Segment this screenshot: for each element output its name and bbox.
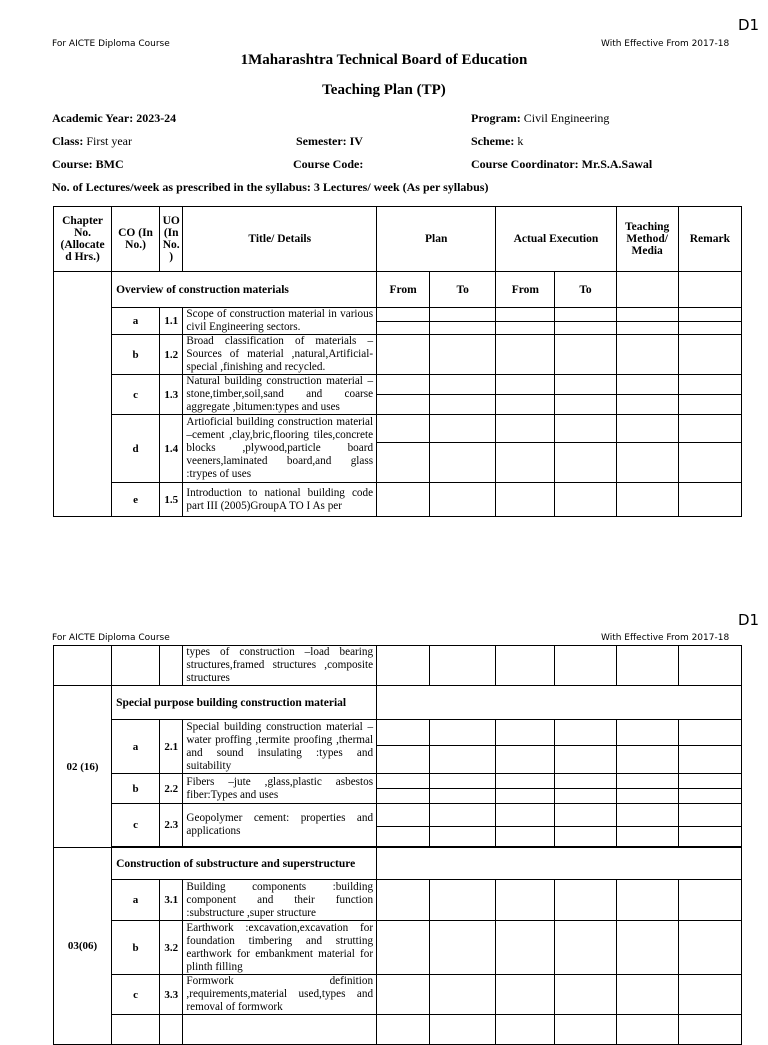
table-row: [54, 975, 742, 1015]
table-row: [54, 646, 742, 686]
table-row: [54, 415, 742, 443]
course-code: [293, 157, 363, 172]
section-row: [54, 848, 742, 880]
detail-cell: Earthwork :excavation,excavation for foundation timbering and strutting earthwork for embankment material for plinth filling: [183, 921, 377, 975]
detail-cell: Special building construction material –water proffing ,termite proofing ,thermal and sound insulating :types and suitability: [183, 720, 377, 774]
course-value: BMC: [95, 157, 124, 171]
detail-cell: Natural building construction material –stone,timber,soil,sand and coarse aggregate ,bitumen:types and uses: [183, 375, 377, 415]
table-row: [54, 1015, 742, 1045]
header-co: CO (In No.): [112, 207, 160, 272]
header-remark: Remark: [678, 207, 741, 272]
course-label: Course:: [52, 157, 93, 171]
detail-cell: Geopolymer cement: properties and applications: [183, 804, 377, 847]
coordinator-label: Course Coordinator:: [471, 157, 579, 171]
class-value: First year: [86, 134, 132, 148]
course: [52, 157, 124, 172]
course-code-label: Course Code:: [293, 157, 364, 171]
header-row: [54, 207, 742, 272]
detail-cell: Broad classification of materials – Sources of material ,natural,Artificial-special ,finishing and recycled.: [183, 335, 377, 375]
co-cell: e: [112, 483, 160, 517]
uo-cell: 2.3: [159, 804, 182, 847]
remark-cell: [678, 272, 741, 308]
table-row: [54, 375, 742, 395]
section-title: Special purpose building construction material: [112, 686, 377, 720]
coordinator: [471, 157, 652, 172]
table-row: [54, 921, 742, 975]
uo-cell: 1.3: [159, 375, 182, 415]
header-title: Title/ Details: [183, 207, 377, 272]
detail-cell: Scope of construction material in various civil Engineering sectors.: [183, 308, 377, 335]
actual-to: To: [555, 272, 616, 308]
chapter-cell: [54, 272, 112, 517]
program-value: Civil Engineering: [523, 111, 610, 125]
uo-cell: 1.1: [159, 308, 182, 335]
co-cell: c: [112, 375, 160, 415]
chapter-cell: 03(06): [54, 848, 112, 1045]
table-row: [54, 483, 742, 500]
teaching-cell: [616, 272, 678, 308]
co-cell: d: [112, 415, 160, 483]
academic-year-label: Academic Year:: [52, 111, 134, 125]
co-cell: a: [112, 720, 160, 774]
section-title: Overview of construction materials: [112, 272, 377, 308]
class-label: Class:: [52, 134, 84, 148]
co-cell: b: [112, 335, 160, 375]
co-cell: a: [112, 880, 160, 921]
lectures-value: 3 Lectures/ week (As per syllabus): [313, 180, 489, 194]
header-actual: Actual Execution: [496, 207, 616, 272]
uo-cell: 1.2: [159, 335, 182, 375]
academic-year: [52, 111, 176, 126]
scheme-value: k: [517, 134, 524, 148]
page-tag: D1: [738, 16, 760, 34]
co-cell: c: [112, 804, 160, 847]
program: [471, 111, 609, 126]
uo-cell: 1.5: [159, 483, 182, 517]
page-tag: D1: [738, 611, 760, 629]
chapter-cell: 02 (16): [54, 686, 112, 848]
semester-label: Semester:: [296, 134, 347, 148]
detail-cell: Formwork definition ,requirements,material used,types and removal of formwork: [183, 975, 377, 1015]
detail-cell: Artioficial building construction material –cement ,clay,bric,flooring tiles,concrete blocks ,plywood,particle board veeners,laminated board,and glass :trypes of uses: [183, 415, 377, 483]
header-chapter: Chapter No. (Allocate d Hrs.): [54, 207, 112, 272]
uo-cell: 3.1: [159, 880, 182, 921]
detail-cell: Introduction to national building code part III (2005)GroupA TO I As per: [183, 483, 377, 517]
teaching-plan-table-continued: [53, 645, 742, 1045]
left-note: For AICTE Diploma Course: [52, 39, 170, 49]
actual-from: From: [496, 272, 555, 308]
co-cell: c: [112, 975, 160, 1015]
table-row: [54, 804, 742, 827]
right-note: With Effective From 2017-18: [601, 39, 730, 49]
plan-from: From: [377, 272, 430, 308]
uo-cell: 2.1: [159, 720, 182, 774]
semester: [296, 134, 363, 149]
scheme-label: Scheme:: [471, 134, 515, 148]
co-cell: b: [112, 921, 160, 975]
detail-cell: Building components :building component and their function :substructure ,super structure: [183, 880, 377, 921]
uo-cell: 3.3: [159, 975, 182, 1015]
header-uo: UO (In No. ): [159, 207, 182, 272]
table-row: [54, 308, 742, 322]
class: [52, 134, 132, 149]
header-teaching-method: Teaching Method/ Media: [616, 207, 678, 272]
scheme: [471, 134, 523, 149]
board-title: 1Maharashtra Technical Board of Education: [240, 52, 528, 68]
co-cell: b: [112, 774, 160, 804]
section-title: Construction of substructure and superstructure: [112, 848, 377, 880]
co-cell: a: [112, 308, 160, 335]
lectures-per-week: [52, 180, 488, 195]
table-row: [54, 774, 742, 789]
section-row: [54, 686, 742, 720]
uo-cell: 1.4: [159, 415, 182, 483]
header-plan: Plan: [377, 207, 496, 272]
coordinator-value: Mr.S.A.Sawal: [581, 157, 653, 171]
table-row: [54, 880, 742, 921]
left-note: For AICTE Diploma Course: [52, 633, 170, 643]
detail-cell: Fibers –jute ,glass,plastic asbestos fiber:Types and uses: [183, 774, 377, 804]
uo-cell: 3.2: [159, 921, 182, 975]
plan-to: To: [430, 272, 496, 308]
semester-value: IV: [349, 134, 363, 148]
section-row: [54, 272, 742, 308]
detail-cell: types of construction –load bearing structures,framed structures ,composite structures: [183, 646, 377, 686]
table-row: [54, 335, 742, 375]
program-label: Program:: [471, 111, 521, 125]
plan-title: Teaching Plan (TP): [322, 82, 446, 98]
right-note: With Effective From 2017-18: [601, 633, 730, 643]
teaching-plan-table: [53, 206, 742, 517]
academic-year-value: 2023-24: [136, 111, 177, 125]
table-row: [54, 720, 742, 746]
lectures-label: No. of Lectures/week as prescribed in the syllabus:: [52, 180, 311, 194]
uo-cell: 2.2: [159, 774, 182, 804]
